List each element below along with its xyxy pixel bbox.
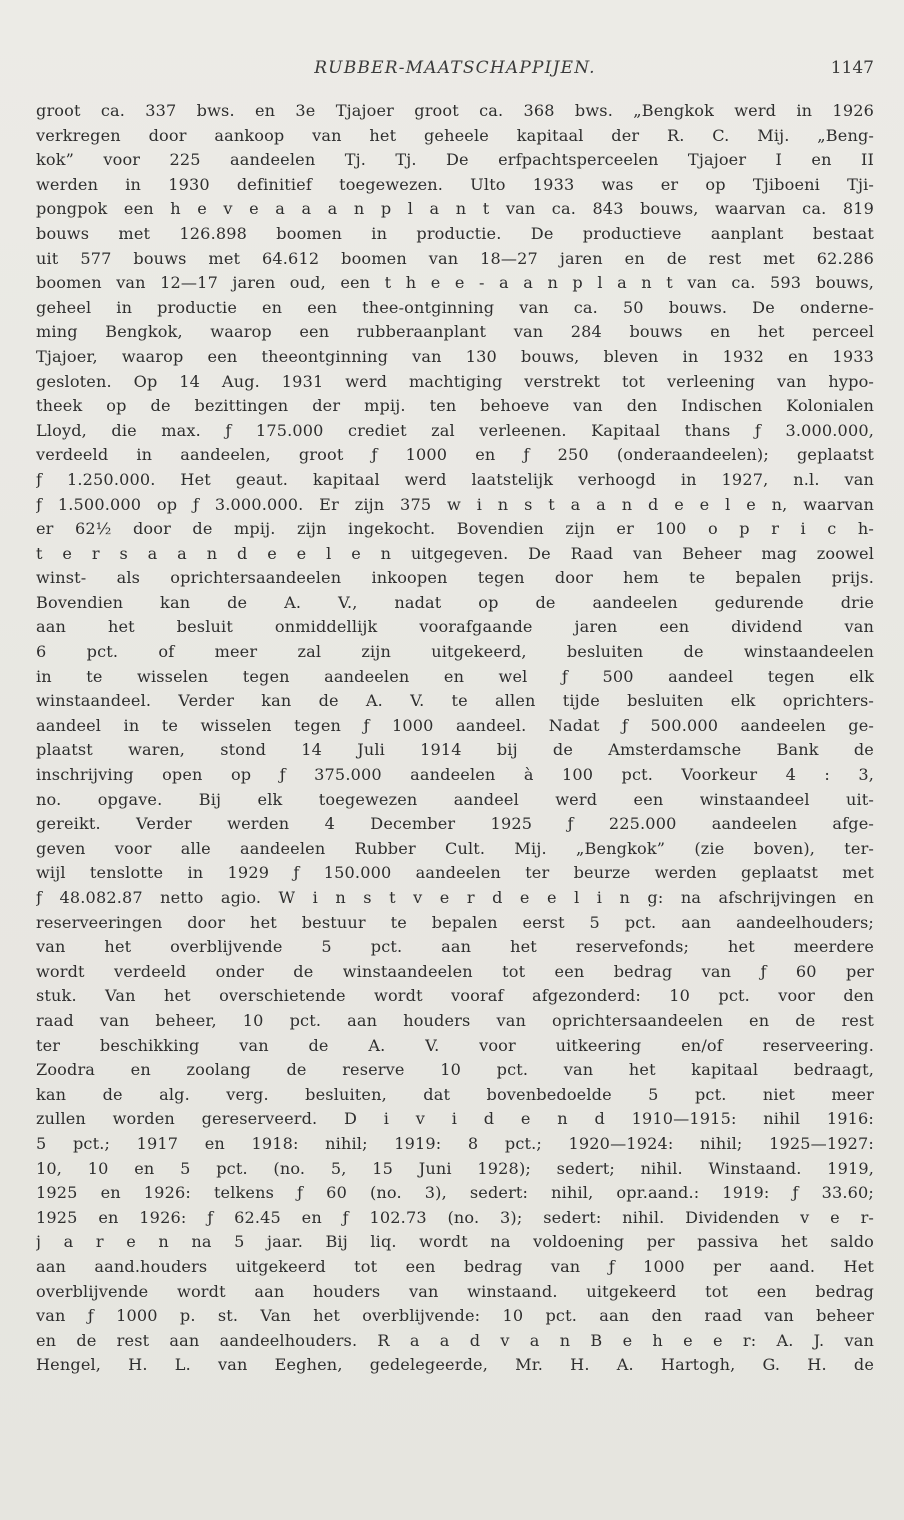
running-title: RUBBER-MAATSCHAPPIJEN.: [314, 58, 596, 78]
text-line-52: Hengel, H. L. van Eeghen, gedelegeerde, Mr. H. A. Hartogh, G. H. de: [36, 1355, 874, 1375]
text-line-43: 5 pct.; 1917 en 1918: nihil; 1919: 8 pct.; 1920—1924: nihil; 1925—1927:: [36, 1133, 874, 1153]
text-line-39: ter beschikking van de A. V. voor uitkeering en/of reserveering.: [36, 1035, 874, 1055]
text-line-42: zullen worden gereserveerd. D i v i d e n d 1910—1915: nihil 1916:: [36, 1109, 874, 1129]
text-line-25: winstaandeel. Verder kan de A. V. te allen tijde besluiten elk oprichters-: [36, 691, 874, 711]
text-line-13: theek op de bezittingen der mpij. ten behoeve van den Indischen Kolonialen: [36, 396, 874, 416]
text-line-15: verdeeld in aandeelen, groot ƒ 1000 en ƒ 250 (onderaandeelen); geplaatst: [36, 445, 874, 465]
text-line-8: boomen van 12—17 jaren oud, een t h e e - a a n p l a n t van ca. 593 bouws,: [36, 273, 874, 293]
text-line-20: winst- als oprichtersaandeelen inkoopen tegen door hem te bepalen prijs.: [36, 568, 874, 588]
text-line-9: geheel in productie en een thee-ontginning van ca. 50 bouws. De onderne-: [36, 297, 874, 317]
text-line-31: geven voor alle aandeelen Rubber Cult. Mij. „Bengkok” (zie boven), ter-: [36, 838, 874, 858]
text-line-33: ƒ 48.082.87 netto agio. W i n s t v e r d e e l i n g: na afschrijvingen en: [36, 888, 874, 907]
text-line-51: en de rest aan aandeelhouders. R a a d v a n B e h e e r: A. J. van: [36, 1330, 874, 1350]
text-line-37: stuk. Van het overschietende wordt vooraf afgezonderd: 10 pct. voor den: [36, 986, 874, 1006]
text-line-10: ming Bengkok, waarop een rubberaanplant van 284 bouws en het perceel: [36, 322, 874, 342]
text-line-14: Lloyd, die max. ƒ 175.000 crediet zal verleenen. Kapitaal thans ƒ 3.000.000,: [36, 420, 874, 440]
page-number: 1147: [830, 58, 874, 78]
text-line-23: 6 pct. of meer zal zijn uitgekeerd, besluiten de winstaandeelen: [36, 642, 874, 662]
text-line-38: raad van beheer, 10 pct. aan houders van oprichtersaandeelen en de rest: [36, 1010, 874, 1030]
text-line-32: wijl tenslotte in 1929 ƒ 150.000 aandeelen ter beurze werden geplaatst met: [36, 863, 874, 883]
text-line-29: no. opgave. Bij elk toegewezen aandeel werd een winstaandeel uit-: [36, 789, 874, 809]
text-line-41: kan de alg. verg. besluiten, dat bovenbedoelde 5 pct. niet meer: [36, 1084, 874, 1104]
text-line-45: 1925 en 1926: telkens ƒ 60 (no. 3), sedert: nihil, opr.aand.: 1919: ƒ 33.60;: [36, 1183, 874, 1203]
text-line-48: aan aand.houders uitgekeerd tot een bedrag van ƒ 1000 per aand. Het: [36, 1256, 874, 1276]
text-line-40: Zoodra en zoolang de reserve 10 pct. van het kapitaal bedraagt,: [36, 1060, 874, 1080]
text-line-6: bouws met 126.898 boomen in productie. De productieve aanplant bestaat: [36, 223, 874, 243]
body-text: [36, 99, 874, 1378]
text-line-34: reserveeringen door het bestuur te bepalen eerst 5 pct. aan aandeelhouders;: [36, 912, 874, 932]
text-line-44: 10, 10 en 5 pct. (no. 5, 15 Juni 1928); sedert; nihil. Winstaand. 1919,: [36, 1158, 874, 1178]
text-line-5: pongpok een h e v e a a a n p l a n t van ca. 843 bouws, waarvan ca. 819: [36, 199, 874, 219]
text-line-26: aandeel in te wisselen tegen ƒ 1000 aandeel. Nadat ƒ 500.000 aandeelen ge-: [36, 715, 874, 735]
page-header: [36, 58, 874, 86]
text-line-19: t e r s a a n d e e l e n uitgegeven. De Raad van Beheer mag zoowel: [36, 543, 874, 563]
text-line-36: wordt verdeeld onder de winstaandeelen tot een bedrag van ƒ 60 per: [36, 961, 874, 981]
text-line-27: plaatst waren, stond 14 Juli 1914 bij de Amsterdamsche Bank de: [36, 740, 874, 760]
text-line-50: van ƒ 1000 p. st. Van het overblijvende: 10 pct. aan den raad van beheer: [36, 1306, 874, 1326]
text-line-49: overblijvende wordt aan houders van winstaand. uitgekeerd tot een bedrag: [36, 1281, 874, 1301]
text-line-7: uit 577 bouws met 64.612 boomen van 18—27 jaren en de rest met 62.286: [36, 248, 874, 268]
text-line-1: groot ca. 337 bws. en 3e Tjajoer groot ca. 368 bws. „Bengkok werd in 1926: [36, 101, 874, 120]
text-line-11: Tjajoer, waarop een theeontginning van 130 bouws, bleven in 1932 en 1933: [36, 346, 874, 366]
text-line-4: werden in 1930 definitief toegewezen. Ulto 1933 was er op Tjiboeni Tji-: [36, 174, 874, 194]
text-line-35: van het overblijvende 5 pct. aan het reservefonds; het meerdere: [36, 937, 874, 957]
text-line-2: verkregen door aankoop van het geheele kapitaal der R. C. Mij. „Beng-: [36, 125, 874, 145]
text-line-28: inschrijving open op ƒ 375.000 aandeelen à 100 pct. Voorkeur 4 : 3,: [36, 765, 874, 785]
text-line-12: gesloten. Op 14 Aug. 1931 werd machtiging verstrekt tot verleening van hypo-: [36, 371, 874, 391]
text-line-30: gereikt. Verder werden 4 December 1925 ƒ 225.000 aandeelen afge-: [36, 814, 874, 834]
text-line-22: aan het besluit onmiddellijk voorafgaande jaren een dividend van: [36, 617, 874, 637]
text-line-46: 1925 en 1926: ƒ 62.45 en ƒ 102.73 (no. 3); sedert: nihil. Dividenden v e r-: [36, 1207, 874, 1227]
text-line-24: in te wisselen tegen aandeelen en wel ƒ 500 aandeel tegen elk: [36, 666, 874, 686]
text-line-18: er 62½ door de mpij. zijn ingekocht. Bovendien zijn er 100 o p r i c h-: [36, 519, 874, 539]
text-line-21: Bovendien kan de A. V., nadat op de aandeelen gedurende drie: [36, 592, 874, 612]
text-line-17: ƒ 1.500.000 op ƒ 3.000.000. Er zijn 375 w i n s t a a n d e e l e n, waarvan: [36, 494, 874, 514]
text-line-3: kok” voor 225 aandeelen Tj. Tj. De erfpachtsperceelen Tjajoer I en II: [36, 150, 874, 170]
text-line-47: j a r e n na 5 jaar. Bij liq. wordt na voldoening per passiva het saldo: [36, 1232, 874, 1252]
text-line-16: ƒ 1.250.000. Het geaut. kapitaal werd laatstelijk verhoogd in 1927, n.l. van: [36, 469, 874, 489]
